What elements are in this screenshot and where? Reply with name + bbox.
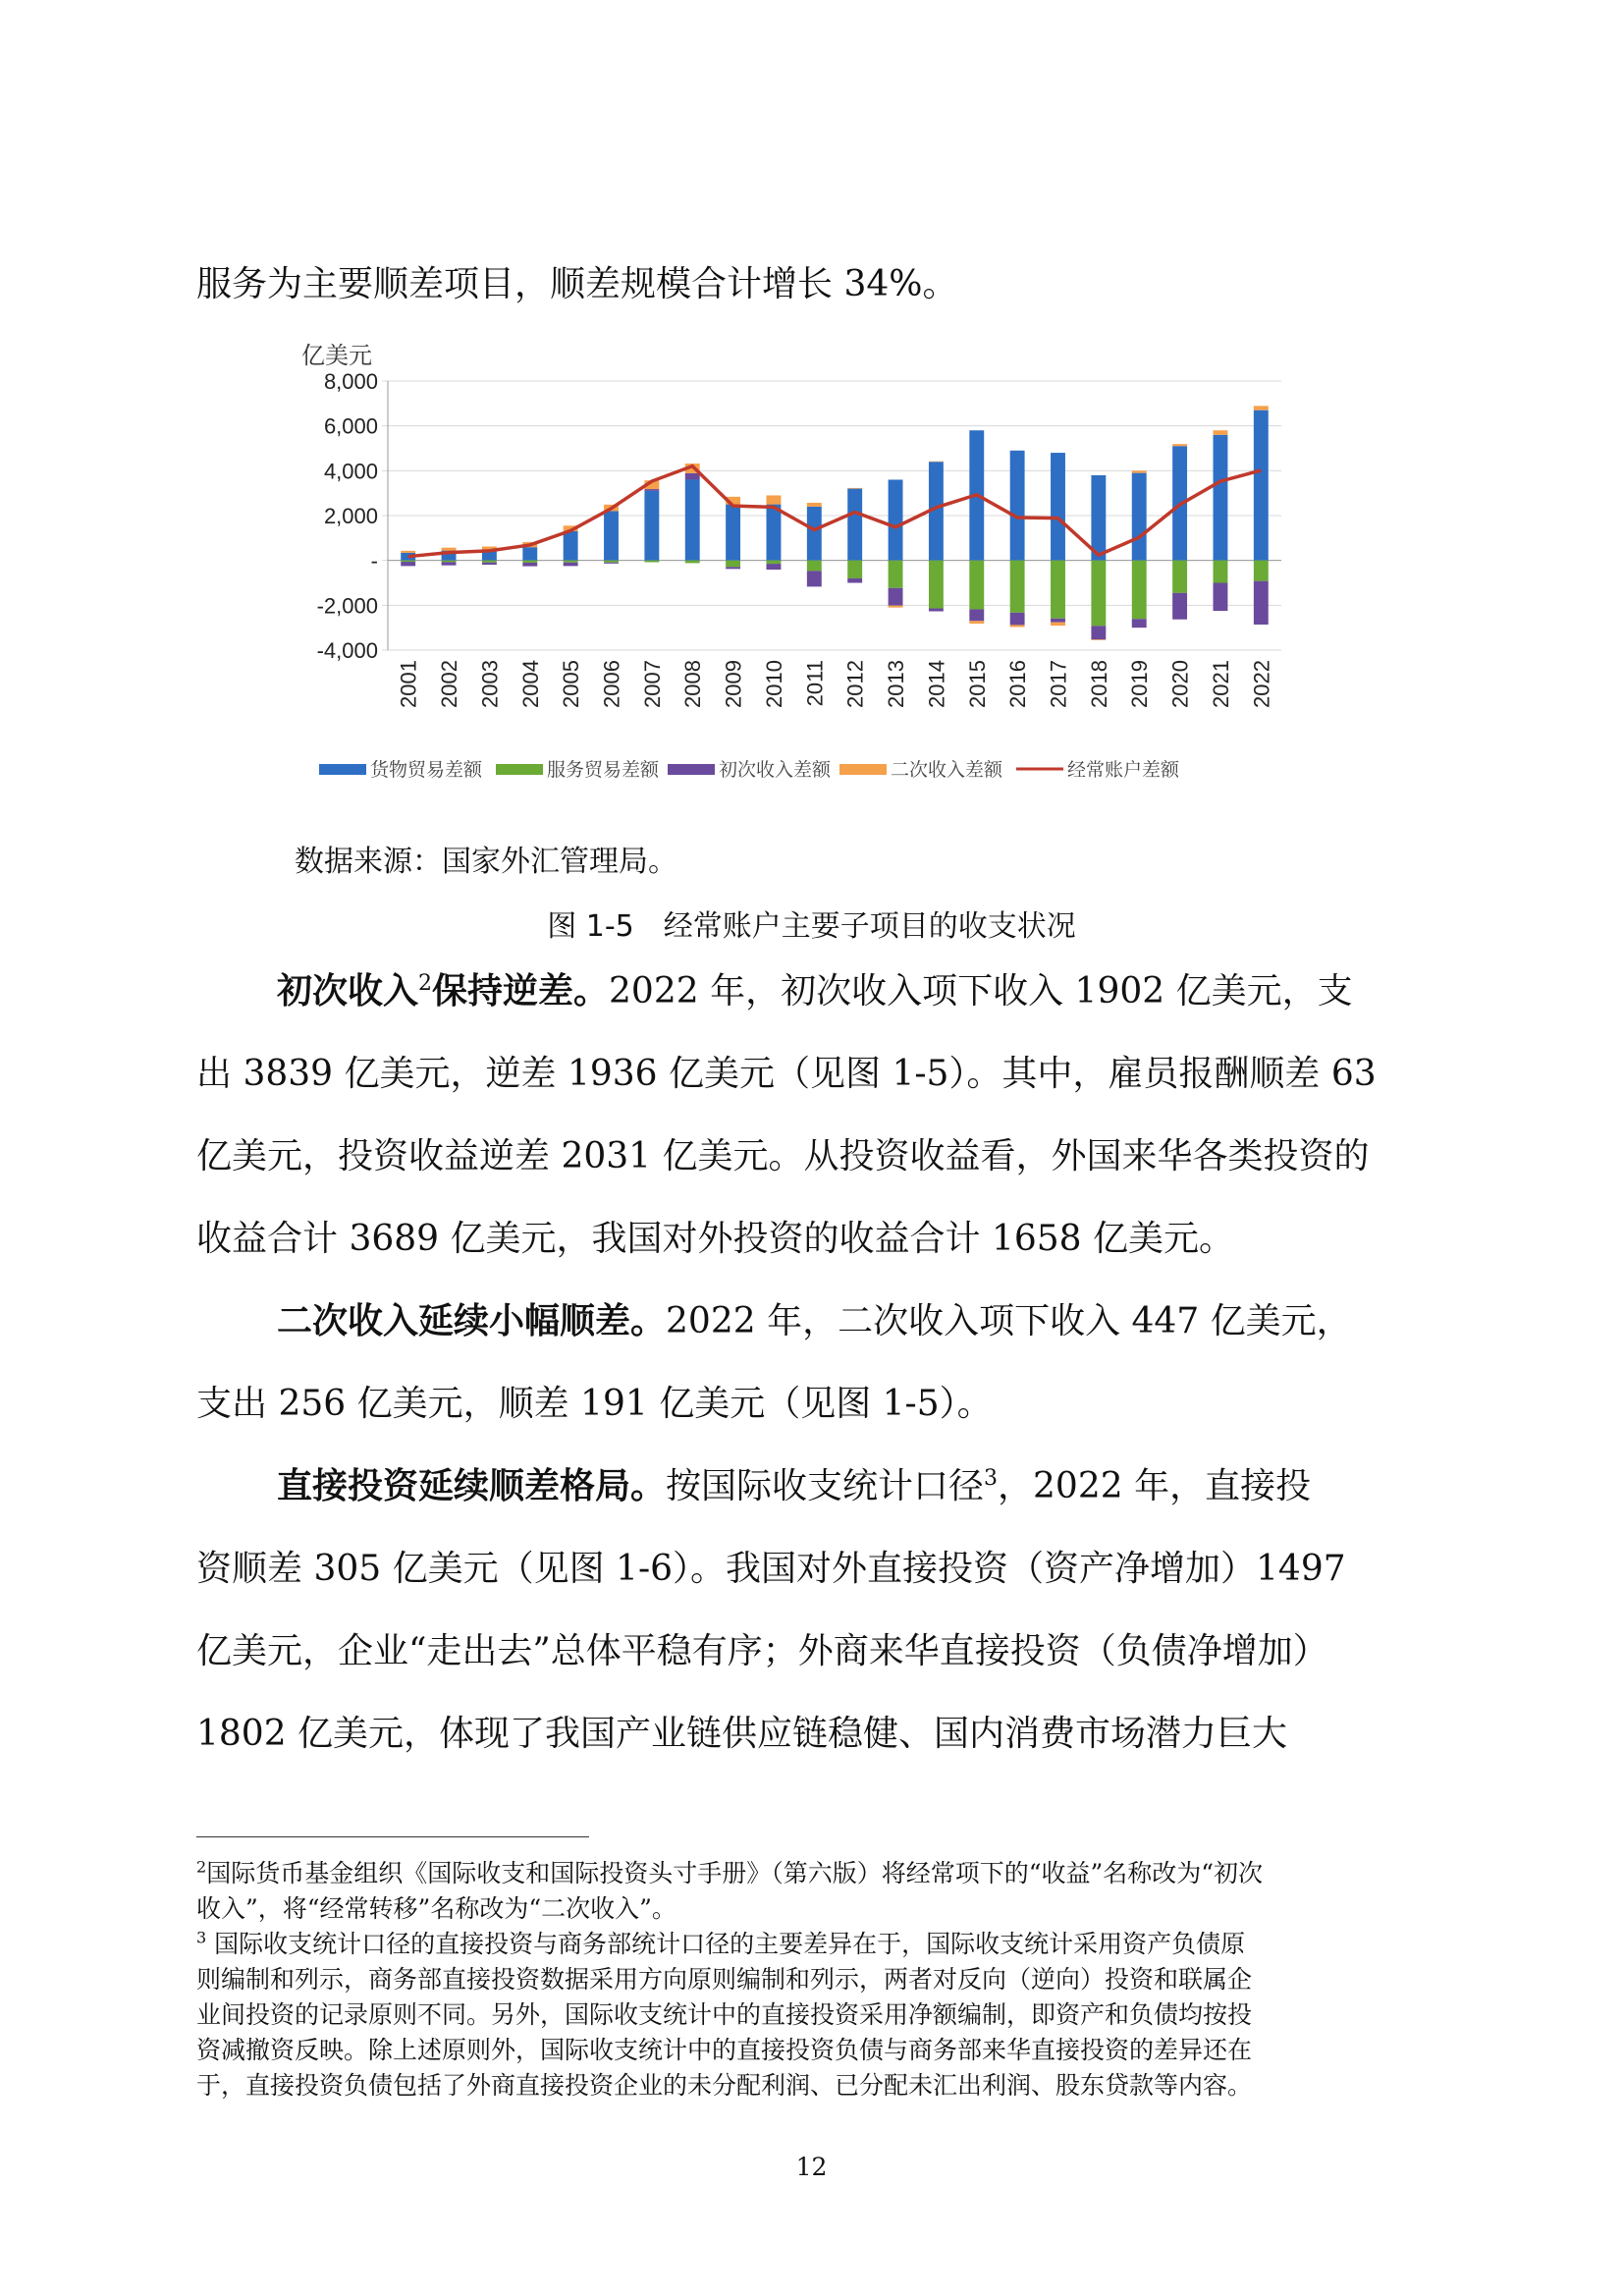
y-tick-label: 6,000 — [323, 413, 378, 439]
text-line: 服务为主要顺差项目，顺差规模合计增长 34%。 — [196, 264, 958, 304]
para-lead: 二次收入延续小幅顺差。 — [277, 1301, 667, 1341]
x-tick-label: 2011 — [802, 660, 828, 707]
bar-segment — [442, 561, 457, 563]
x-tick-label: 2017 — [1046, 660, 1071, 708]
para-lead: 初次收入 — [277, 971, 419, 1011]
bar-segment — [604, 563, 619, 564]
paragraph-line: 收益合计 3689 亿美元，我国对外投资的收益合计 1658 亿美元。 — [196, 1219, 1235, 1259]
bar-segment — [807, 571, 822, 586]
x-tick-label: 2005 — [559, 660, 584, 708]
footnote-line — [196, 1928, 1246, 1958]
bar-segment — [807, 503, 822, 507]
x-tick-label: 2012 — [842, 660, 868, 708]
bar-segment — [1051, 623, 1065, 626]
bar-segment — [564, 531, 578, 561]
bar-segment — [1051, 561, 1065, 619]
figure-caption: 图 1-5 经常账户主要子项目的收支状况 — [547, 909, 1076, 944]
y-tick-label: 8,000 — [323, 369, 378, 394]
bar-segment — [644, 489, 659, 491]
bar-segment — [1172, 593, 1187, 620]
footnote-text: 国际收支统计口径的直接投资与商务部统计口径的主要差异在于，国际收支统计采用资产负债原 — [206, 1930, 1246, 1958]
bar-segment — [564, 563, 578, 567]
bar-segment — [1132, 561, 1147, 620]
bar-segment — [1254, 410, 1269, 561]
x-tick-label: 2006 — [599, 660, 624, 708]
bar-segment — [969, 621, 984, 624]
y-axis-unit: 亿美元 — [301, 343, 372, 369]
x-tick-label: 2020 — [1167, 660, 1193, 708]
footnote-ref[interactable]: 2 — [418, 971, 433, 996]
bar-segment — [1132, 619, 1147, 628]
x-tick-label: 2014 — [924, 660, 949, 708]
bar-segment — [807, 561, 822, 572]
bar-segment — [929, 609, 944, 612]
paragraph-line: 支出 256 亿美元，顺差 191 亿美元（见图 1-5）。 — [196, 1384, 993, 1424]
x-tick-label: 2021 — [1208, 660, 1233, 708]
bar-segment — [969, 561, 984, 610]
bar-segment — [1010, 561, 1025, 613]
bar-segment — [889, 588, 903, 606]
paragraph-line: 出 3839 亿美元，逆差 1936 亿美元（见图 1-5）。其中，雇员报酬顺差 63 — [196, 1054, 1377, 1094]
bar-segment — [1091, 639, 1106, 640]
bar-segment — [1051, 619, 1065, 623]
y-tick-label: 2,000 — [323, 504, 378, 528]
bar-segment — [1254, 581, 1269, 625]
para-text: 2022 年，初次收入项下收入 1902 亿美元，支 — [609, 971, 1353, 1011]
bar-segment — [726, 561, 740, 568]
footnote-divider — [196, 1836, 589, 1837]
legend-label: 货物贸易差额 — [370, 760, 483, 781]
bar-segment — [604, 561, 619, 563]
legend-swatch — [496, 764, 543, 775]
bar-segment — [767, 505, 782, 561]
legend-swatch — [668, 764, 715, 775]
source-note: 数据来源：国家外汇管理局。 — [295, 845, 677, 879]
bar-segment — [1254, 406, 1269, 410]
footnote-marker: 3 — [196, 1928, 207, 1947]
paragraph-line — [277, 1301, 1352, 1341]
x-tick-label: 2008 — [680, 660, 706, 708]
current-account-chart — [290, 334, 1291, 800]
bar-segment — [767, 564, 782, 570]
paragraph-line: 资顺差 305 亿美元（见图 1-6）。我国对外直接投资（资产净增加）1497 — [196, 1549, 1346, 1589]
bar-segment — [564, 561, 578, 563]
bar-segment — [929, 561, 944, 609]
bar-segment — [1091, 626, 1106, 639]
bar-segment — [1010, 625, 1025, 627]
legend-label: 经常账户差额 — [1067, 760, 1180, 781]
bar-segment — [1091, 475, 1106, 561]
paragraph-line: 亿美元，企业“走出去”总体平稳有序；外商来华直接投资（负债净增加） — [196, 1631, 1328, 1671]
x-tick-label: 2004 — [517, 660, 543, 708]
x-tick-label: 2022 — [1249, 659, 1274, 708]
bar-segment — [401, 562, 415, 566]
bar-segment — [1172, 561, 1187, 593]
x-tick-label: 2019 — [1127, 660, 1153, 708]
bar-segment — [889, 561, 903, 588]
bar-segment — [644, 491, 659, 561]
para-text: ，2022 年，直接投 — [998, 1466, 1312, 1506]
bar-segment — [442, 548, 457, 551]
bar-segment — [482, 561, 497, 563]
bar-segment — [1254, 561, 1269, 581]
footnote-line — [196, 1857, 1264, 1887]
paragraph-line: 1802 亿美元，体现了我国产业链供应链稳健、国内消费市场潜力巨大 — [196, 1714, 1288, 1754]
footnote-marker: 2 — [196, 1857, 207, 1877]
paragraph-line — [277, 1466, 1312, 1506]
bar-segment — [1051, 453, 1065, 561]
para-text: 按国际收支统计口径 — [666, 1466, 985, 1506]
bar-segment — [969, 609, 984, 621]
paragraph-line — [277, 971, 1353, 1011]
x-tick-label: 2003 — [477, 660, 503, 708]
bar-segment — [889, 479, 903, 560]
bar-segment — [726, 505, 740, 561]
bar-segment — [1214, 561, 1228, 583]
legend-label: 二次收入差额 — [891, 760, 1003, 781]
bar-segment — [522, 561, 537, 563]
bar-segment — [1214, 430, 1228, 435]
y-tick-label: 4,000 — [323, 459, 378, 484]
bar-segment — [482, 563, 497, 565]
bar-segment — [1010, 613, 1025, 626]
bar-segment — [401, 551, 415, 553]
x-tick-label: 2002 — [437, 660, 462, 708]
bar-segment — [847, 561, 862, 578]
footnote-ref[interactable]: 3 — [984, 1466, 999, 1491]
paragraph-line: 亿美元，投资收益逆差 2031 亿美元。从投资收益看，外国来华各类投资的 — [196, 1136, 1370, 1176]
y-tick-label: -4,000 — [316, 638, 378, 663]
bar-segment — [1091, 561, 1106, 627]
footnote-text: 国际货币基金组织《国际收支和国际投资头寸手册》（第六版）将经常项下的“收益”名称改为“初次 — [206, 1859, 1264, 1887]
bar-segment — [726, 567, 740, 569]
bar-segment — [644, 561, 659, 563]
footnote-line: 资减撤资反映。除上述原则外，国际收支统计中的直接投资负债与商务部来华直接投资的差异还在 — [196, 2036, 1253, 2064]
legend-label: 初次收入差额 — [719, 760, 832, 781]
bar-segment — [685, 561, 700, 564]
bar-segment — [522, 547, 537, 560]
x-tick-label: 2010 — [761, 660, 786, 708]
bar-segment — [847, 489, 862, 561]
bar-segment — [401, 561, 415, 562]
x-tick-label: 2018 — [1086, 660, 1111, 708]
bar-segment — [847, 578, 862, 583]
para-text: 2022 年，二次收入项下收入 447 亿美元， — [666, 1301, 1352, 1341]
x-tick-label: 2016 — [1005, 660, 1031, 708]
bar-segment — [1214, 435, 1228, 561]
bar-segment — [767, 495, 782, 504]
footnote-line: 收入”，将“经常转移”名称改为“二次收入”。 — [196, 1894, 676, 1923]
x-tick-label: 2015 — [964, 660, 990, 708]
bar-segment — [929, 462, 944, 463]
para-lead: 保持逆差。 — [432, 971, 610, 1011]
bar-segment — [767, 561, 782, 564]
bar-segment — [807, 507, 822, 561]
footnote-line: 于，直接投资负债包括了外商直接投资企业的未分配利润、已分配未汇出利润、股东贷款等内容。 — [196, 2071, 1253, 2100]
legend-swatch — [319, 764, 366, 775]
bar-segment — [522, 563, 537, 567]
bar-segment — [1172, 444, 1187, 446]
x-tick-label: 2007 — [639, 660, 665, 708]
page-number: 12 — [795, 2153, 828, 2181]
bar-segment — [442, 562, 457, 565]
bar-segment — [685, 473, 700, 480]
bar-segment — [1132, 473, 1147, 561]
para-lead: 直接投资延续顺差格局。 — [277, 1466, 667, 1506]
bar-segment — [604, 511, 619, 560]
bar-segment — [1010, 451, 1025, 561]
y-tick-label: -2,000 — [316, 593, 378, 619]
legend-label: 服务贸易差额 — [547, 760, 660, 781]
bar-segment — [1214, 583, 1228, 612]
bar-segment — [1132, 470, 1147, 472]
x-tick-label: 2001 — [396, 660, 421, 708]
bar-segment — [847, 488, 862, 489]
y-tick-label: - — [370, 548, 378, 574]
footnote-line: 业间投资的记录原则不同。另外，国际收支统计中的直接投资采用净额编制，即资产和负债均按投 — [196, 2000, 1253, 2029]
x-tick-label: 2009 — [721, 660, 746, 708]
bar-segment — [889, 606, 903, 608]
bar-segment — [685, 479, 700, 560]
legend-swatch — [839, 764, 887, 775]
x-tick-label: 2013 — [884, 660, 909, 708]
footnote-line: 则编制和列示，商务部直接投资数据采用方向原则编制和列示，两者对反向（逆向）投资和联属企 — [196, 1965, 1253, 1994]
